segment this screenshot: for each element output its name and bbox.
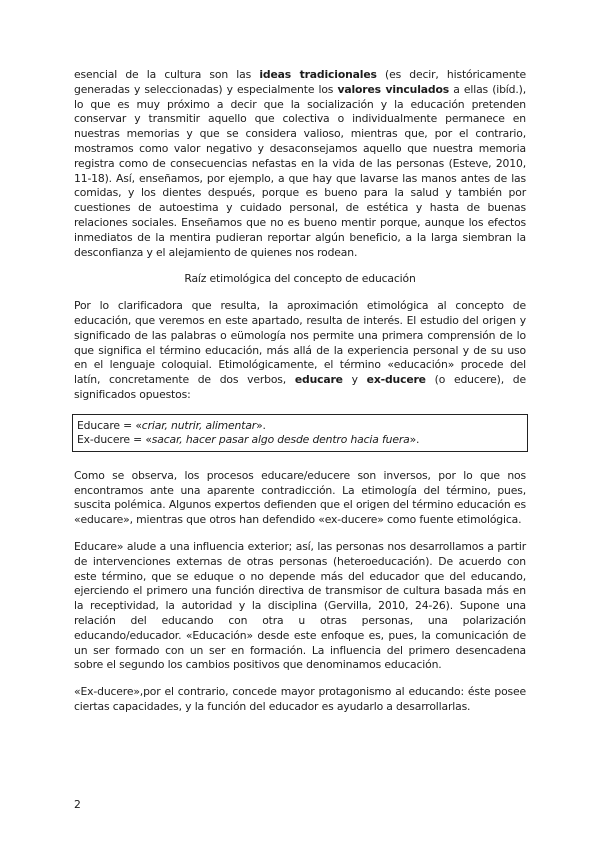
paragraph-etymology-intro <box>74 299 526 403</box>
definition-ex-ducere <box>77 433 523 447</box>
section-heading: Raíz etimológica del concepto de educación <box>184 272 416 286</box>
text-span: ». <box>409 432 420 446</box>
paragraph-cultural-values <box>74 68 526 260</box>
paragraph-ex-ducere: «Ex-ducere»,por el contrario, concede mayor protagonismo al educando: éste posee ciertas capacidades, y la función del educador es ayudarlo a desarrollarlas. <box>74 685 526 713</box>
text-span: Por lo clarificadora que resulta, la aproximación etimológica al concepto de educación, que veremos en este apartado, resulta de interés. El estudio del origen y significado de las palabras o eümología nos permite una primera comprensión de lo que significa el término educación, más allá de la experiencia personal y de su uso en el lenguaje coloquial. Etimológicamente, el término «educación» procede del latín, concretamente de dos verbos, <box>74 299 526 387</box>
page-number: 2 <box>74 798 81 811</box>
text-span: (es decir, históricamente generadas y seleccionadas) y especialmente los <box>74 68 526 96</box>
paragraph-contradiction: Como se observa, los procesos educare/educere son inversos, por lo que nos encontramos ante una aparente contradicción. La etimología del término, pues, suscita polémica. Algunos expertos defienden que el origen del término educación es «educare», mientras que otros han defendido «ex-ducere» como fuente etimológica. <box>74 468 526 527</box>
text-span: ». <box>256 418 266 432</box>
definitions-box <box>72 414 528 452</box>
text-span: a ellas (ibíd.), lo que es muy próximo a decir que la socialización y la educación pretenden conservar y transmitir aquello que colectiva o individualmente permanece en nuestras memorias y que se considera valioso, mientras que, por el contrario, mostramos como valor negativo y desaconsejamos aquello que nuestra memoria registra como de consecuencias nefastas en la vida de las personas (Esteve, 2010, 11-18). Así, enseñamos, por ejemplo, a que hay que lavarse las manos antes de las comidas, y los dientes después, porque es bueno para la salud y también por cuestiones de autoestima y cuidado personal, de estética y hasta de buenas relaciones sociales. Enseñamos que no es bueno mentir porque, aunque los efectos inmediatos de la mentira pudieran reportar algún beneficio, a la larga siembran la desconfianza y el alejamiento de quienes nos rodean. <box>74 82 526 259</box>
text-span: (o educere), de significados opuestos: <box>74 373 526 401</box>
bold-term-ex-ducere: ex-ducere <box>366 373 426 387</box>
definition-meaning: criar, nutrir, alimentar <box>141 418 257 432</box>
text-span: esencial de la cultura son las <box>74 68 260 81</box>
text-span: Educare = « <box>77 418 142 432</box>
text-span: Ex-ducere = « <box>77 432 152 446</box>
page-content <box>74 68 526 715</box>
text-span: y <box>342 373 367 387</box>
paragraph-educare: Educare» alude a una influencia exterior; así, las personas nos desarrollamos a partir de intervenciones externas de otras personas (heteroeducación). De acuerdo con este término, que se eduque o no depende más del educador que del educando, ejerciendo el primero una función directiva de transmisor de cultura basada más en la receptividad, la autoridad y la disciplina (Gervilla, 2010, 24-26). Supone una relación del educando con otra u otras personas, una polarización educando/educador. «Educación» desde este enfoque es, pues, la comunicación de un ser formado con un ser en formación. La influencia del primero desencadena sobre el segundo los cambios positivos que denominamos educación. <box>74 539 526 672</box>
bold-term-ideas-tradicionales: ideas tradicionales <box>259 68 377 81</box>
bold-term-valores-vinculados: valores vinculados <box>337 82 450 96</box>
bold-term-educare: educare <box>294 373 343 387</box>
definition-educare <box>77 419 523 433</box>
definition-meaning: sacar, hacer pasar algo desde dentro hacia fuera <box>151 432 410 446</box>
